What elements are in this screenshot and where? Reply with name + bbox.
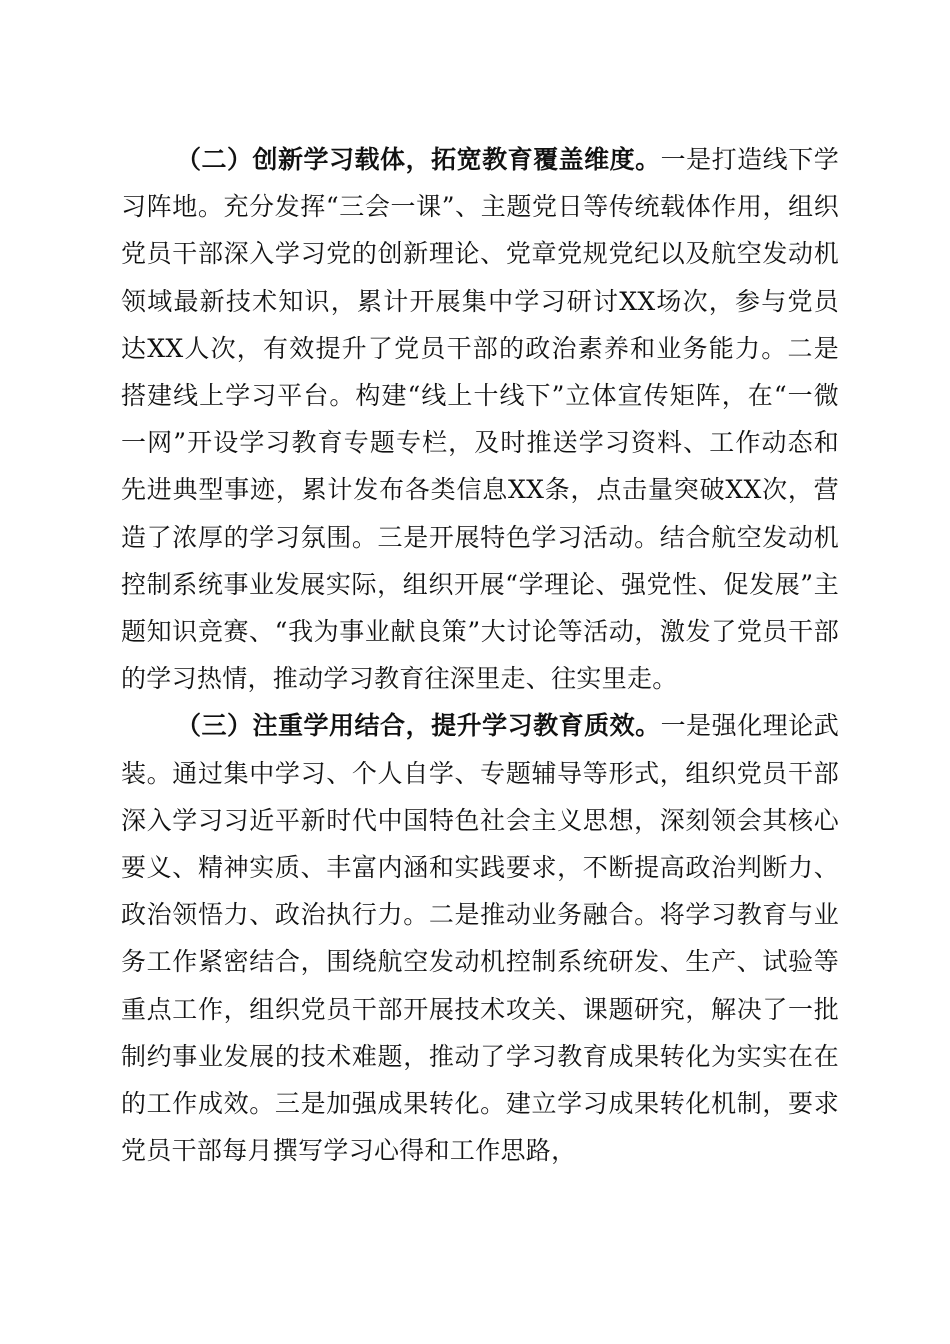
paragraph-text: 一是强化理论武装。通过集中学习、个人自学、专题辅导等形式，组织党员干部深入学习习近平新时代中国特色社会主义思想，深刻领会其核心要义、精神实质、丰富内涵和实践要求，不断提高政治判断力、政治领悟力、政治执行力。二是推动业务融合。将学习教育与业务工作紧密结合，围绕航空发动机控制系统研发、生产、试验等重点工作，组织党员干部开展技术攻关、课题研究，解决了一批制约事业发展的技术难题，推动了学习教育成果转化为实实在在的工作成效。三是加强成果转化。建立学习成果转化机制，要求党员干部每月撰写学习心得和工作思路， bbox=[121, 711, 840, 1166]
paragraph-innovate-learning-carriers bbox=[121, 136, 839, 702]
document-body bbox=[121, 136, 839, 1174]
paragraph-text: 一是打造线下学习阵地。充分发挥“三会一课”、主题党日等传统载体作用，组织党员干部深入学习党的创新理论、党章党规党纪以及航空发动机领域最新技术知识，累计开展集中学习研讨XX场次，参与党员达XX人次，有效提升了党员干部的政治素养和业务能力。二是搭建线上学习平台。构建“线上十线下”立体宣传矩阵，在“一微一网”开设学习教育专题专栏，及时推送学习资料、工作动态和先进典型事迹，累计发布各类信息XX条，点击量突破XX次，营造了浓厚的学习氛围。三是开展特色学习活动。结合航空发动机控制系统事业发展实际，组织开展“学理论、强党性、促发展”主题知识竞赛、“我为事业献良策”大讨论等活动，激发了党员干部的学习热情，推动学习教育往深里走、往实里走。 bbox=[121, 145, 840, 694]
paragraph-heading: （三）注重学用结合，提升学习教育质效。 bbox=[176, 711, 661, 741]
paragraph-combine-learning-and-application bbox=[121, 702, 839, 1174]
paragraph-heading: （二）创新学习载体，拓宽教育覆盖维度。 bbox=[176, 145, 661, 174]
